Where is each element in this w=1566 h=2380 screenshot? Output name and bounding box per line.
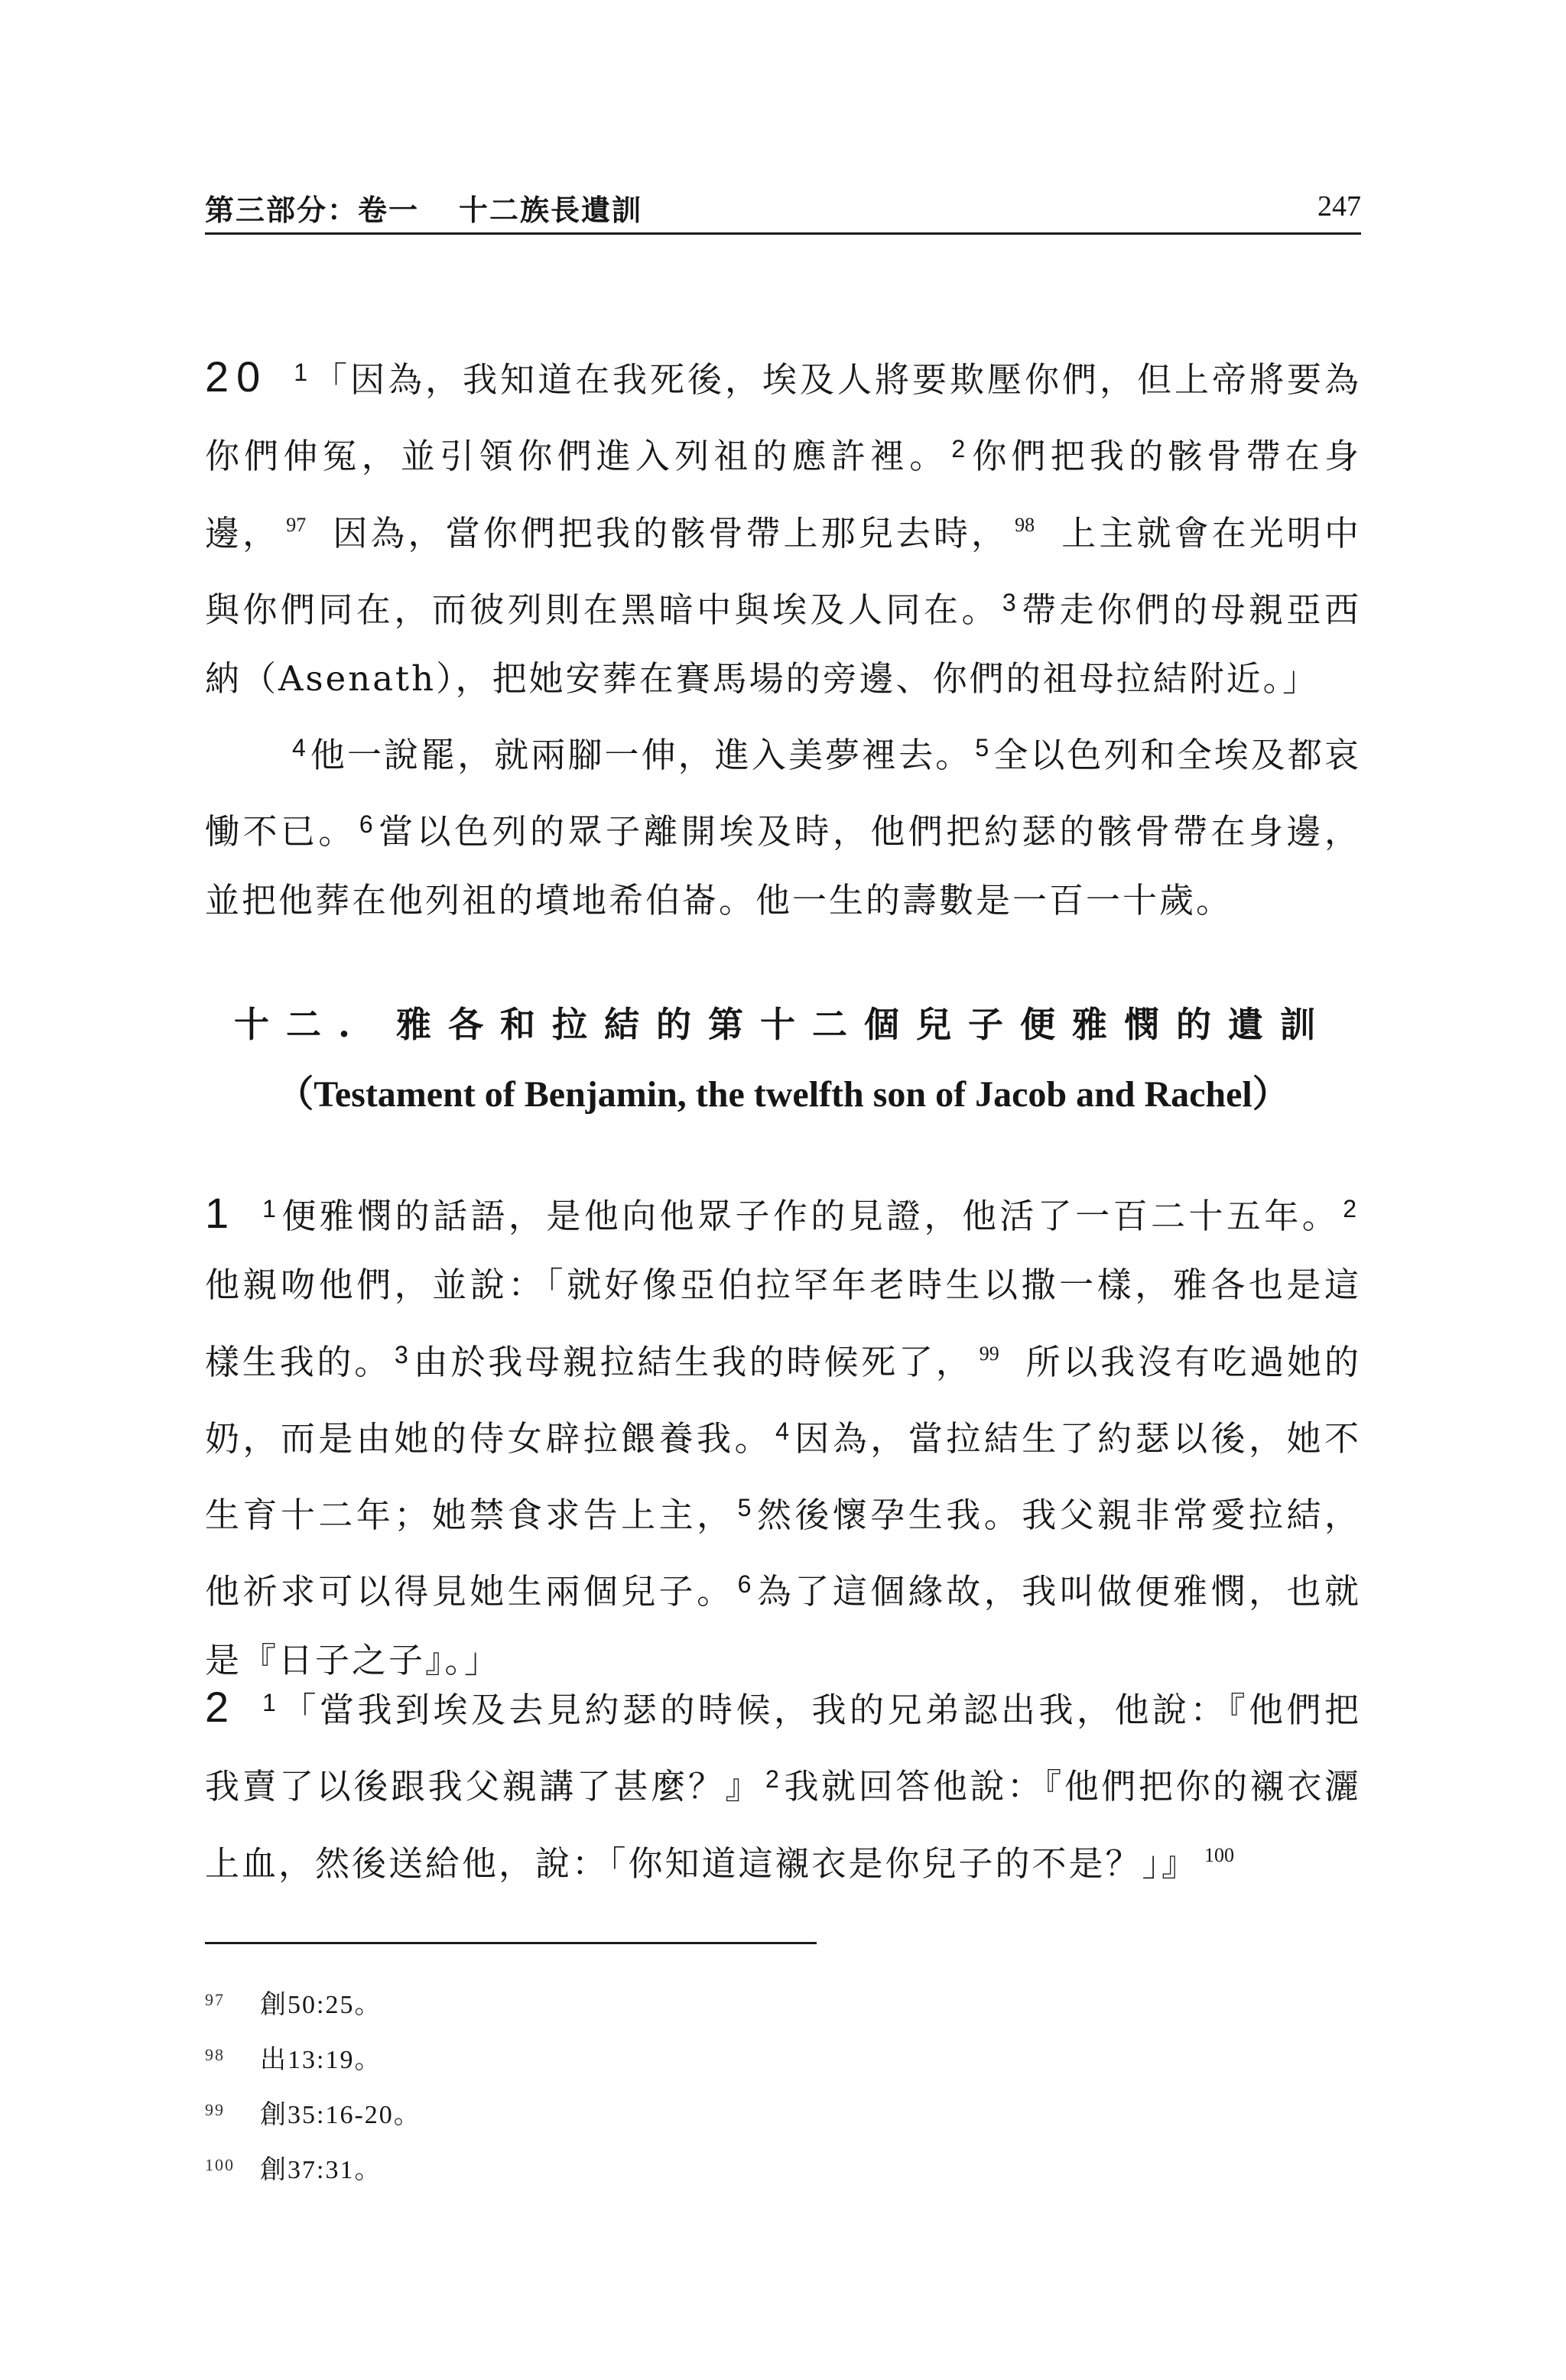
verse-text: 便雅憫的話語，是他向他眾子作的見證，他活了一百二十五年。 — [280, 1196, 1340, 1236]
footnote — [205, 2083, 970, 2138]
section-title: 十二. 雅各和拉結的第十二個兒子便雅憫的遺訓 — [233, 1004, 1333, 1045]
verse-text: 因為，當你們把我的骸骨帶上那兒去時， — [332, 513, 1009, 554]
verse-number: 3 — [395, 1341, 408, 1369]
footnote-text: 創50:25。 — [260, 1991, 382, 2019]
footnote-reference: 99 — [979, 1343, 999, 1365]
chapter-20 — [205, 338, 1361, 935]
footnote-mark: 100 — [205, 2155, 235, 2174]
verse-number: 6 — [737, 1570, 752, 1598]
header-book: 十二族長遺訓 — [459, 193, 643, 227]
verse-number: 2 — [765, 1765, 779, 1793]
footnotes — [205, 1973, 970, 2193]
verse-text: 上主就會在光明中與你們同在，而彼列則在黑暗中與埃及人同在。 — [205, 513, 1361, 630]
verse-text: 你們把我的骸骨帶在身邊， — [205, 436, 1361, 554]
verse-text: 「因為，我知道在我死後，埃及人將要欺壓你們，但上帝將要為你們伸冤，並引領你們進入列祖的應許裡。 — [205, 359, 1361, 476]
footnote-mark: 99 — [205, 2100, 225, 2119]
verse-text: 所以我沒有吃過她的奶，而是由她的侍女辟拉餵養我。 — [205, 1342, 1361, 1459]
verse-text: 他親吻他們，並說：「就好像亞伯拉罕年老時生以撒一樣，雅各也是這樣生我的。 — [205, 1265, 1361, 1382]
page-number: 247 — [1317, 190, 1361, 222]
verse-text: 當以色列的眾子離開埃及時，他們把約瑟的骸骨帶在身邊，並把他葬在他列祖的墳地希伯崙。他一生的壽數是一百一十歲。 — [205, 811, 1361, 921]
chapter-number: 20 — [205, 352, 268, 401]
verse-text: 由於我母親拉結生我的時候死了， — [412, 1342, 973, 1382]
chapter-2-para — [205, 1668, 1361, 1898]
verse-number: 3 — [1002, 589, 1016, 616]
running-header — [205, 180, 1361, 235]
footnote-reference: 98 — [1015, 514, 1035, 536]
verse-number: 2 — [951, 435, 966, 463]
verse-number: 5 — [975, 734, 989, 761]
chapter-20-para-1 — [205, 338, 1361, 713]
footnote-text: 出13:19。 — [260, 2046, 382, 2074]
footnote — [205, 2028, 970, 2083]
verse-text: 為了這個緣故，我叫做便雅憫，也就是『日子之子』。」 — [205, 1571, 1361, 1680]
footnote-text: 創37:31。 — [260, 2156, 382, 2184]
verse-number: 1 — [262, 1689, 276, 1716]
footnote — [205, 1973, 970, 2028]
verse-number: 5 — [737, 1494, 752, 1521]
chapter-20-para-2 — [205, 713, 1361, 935]
verse-text: 帶走你們的母親亞西納（Asenath），把她安葬在賽馬場的旁邊、你們的祖母拉結附近。」 — [205, 589, 1361, 699]
verse-number: 6 — [359, 810, 373, 838]
footnote-mark: 97 — [205, 1990, 225, 2009]
verse-number: 4 — [775, 1417, 789, 1445]
footnote-text: 創35:16-20。 — [260, 2101, 421, 2129]
verse-text: 因為，當拉結生了約瑟以後，她不生育十二年；她禁食求告上主， — [205, 1418, 1361, 1535]
chapter-1-para — [205, 1174, 1361, 1695]
chapter-2 — [205, 1668, 1361, 1898]
footnote-reference: 100 — [1204, 1844, 1235, 1866]
chapter-number: 2 — [205, 1683, 237, 1731]
verse-text: 全以色列和全埃及都哀慟不已。 — [205, 735, 1361, 852]
footnote — [205, 2138, 970, 2193]
footnote-divider — [205, 1942, 817, 1944]
header-part: 第三部分：卷一 — [205, 193, 420, 227]
section-subtitle: （Testament of Benjamin, the twelfth son of Jacob and Rachel） — [277, 1074, 1289, 1115]
verse-number: 1 — [294, 359, 308, 386]
chapter-1 — [205, 1174, 1361, 1695]
verse-text: 然後懷孕生我。我父親非常愛拉結，他祈求可以得見她生兩個兒子。 — [205, 1495, 1361, 1612]
verse-number: 2 — [1343, 1195, 1356, 1222]
verse-number: 4 — [292, 734, 306, 761]
footnote-mark: 98 — [205, 2045, 225, 2064]
verse-number: 1 — [262, 1195, 276, 1222]
verse-text: 「當我到埃及去見約瑟的時候，我的兄弟認出我，他說：『他們把我賣了以後跟我父親講了甚麼？』 — [205, 1690, 1361, 1807]
header-title — [205, 187, 642, 229]
verse-text: 他一說罷，就兩腳一伸，進入美夢裡去。 — [310, 735, 973, 775]
chapter-number: 1 — [205, 1189, 237, 1237]
footnote-reference: 97 — [286, 514, 307, 536]
verse-text: 我就回答他說：『他們把你的襯衣灑上血，然後送給他，說：「你知道這襯衣是你兒子的不是？」』 — [205, 1766, 1361, 1884]
